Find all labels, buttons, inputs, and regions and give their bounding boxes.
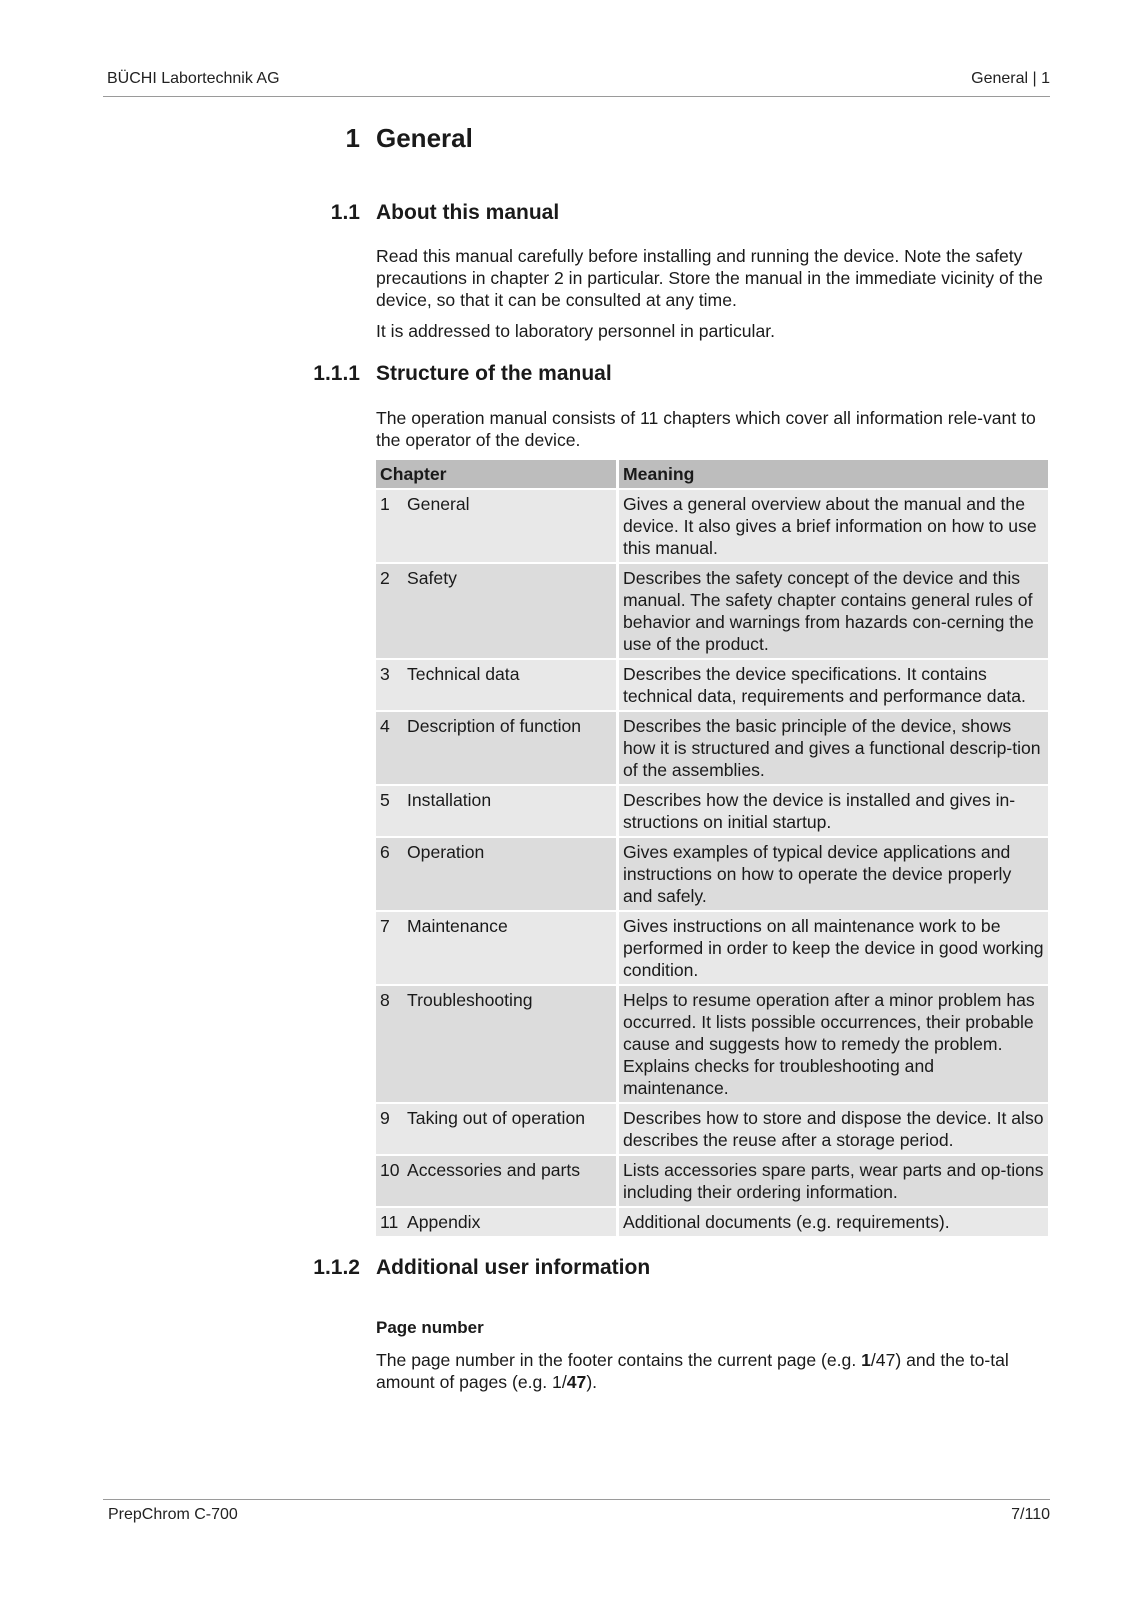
table-row (376, 1155, 1048, 1207)
chapter-cell (376, 985, 618, 1103)
chapter-name: Operation (407, 842, 485, 862)
table-row (376, 837, 1048, 911)
table-row (376, 1103, 1048, 1155)
chapter-name: Description of function (407, 716, 582, 736)
paragraph-text: ). (586, 1372, 598, 1392)
meaning-cell: Gives examples of typical device applications and instructions on how to operate the device properly and safely. (618, 837, 1049, 911)
paragraph-text: The page number in the footer contains the current page (e.g. (376, 1350, 862, 1370)
chapter-cell (376, 659, 618, 711)
meaning-cell: Describes the safety concept of the device and this manual. The safety chapter contains general rules of behavior and warnings from hazards con-cerning the use of the product. (618, 563, 1049, 659)
meaning-cell: Additional documents (e.g. requirements). (618, 1207, 1049, 1237)
chapter-num: 7 (380, 916, 390, 936)
meaning-cell: Describes the device specifications. It contains technical data, requirements and performance data. (618, 659, 1049, 711)
structure-paragraph: The operation manual consists of 11 chapters which cover all information rele-vant to the operator of the device. (376, 408, 1036, 450)
table-row (376, 711, 1048, 785)
table-row (376, 985, 1048, 1103)
chapter-name: Troubleshooting (407, 990, 533, 1010)
chapter-num: 5 (380, 790, 390, 810)
chapter-name: Appendix (407, 1212, 481, 1232)
table-row (376, 489, 1048, 563)
chapter-cell (376, 1207, 618, 1237)
column-header-meaning: Meaning (618, 460, 1049, 489)
running-header-company: BÜCHI Labortechnik AG (107, 70, 280, 87)
chapter-num: 8 (380, 990, 390, 1010)
header-rule (103, 96, 1050, 97)
page-number-paragraph (376, 1349, 1052, 1393)
chapter-cell (376, 785, 618, 837)
chapter-title: General (376, 123, 473, 153)
chapter-number: 1 (345, 123, 360, 153)
meaning-cell: Helps to resume operation after a minor problem has occurred. It lists possible occurrences, their probable cause and suggests how to remedy the problem. Explains checks for troubleshooting and maintenance. (618, 985, 1049, 1103)
table-row (376, 911, 1048, 985)
chapter-num: 9 (380, 1108, 390, 1128)
footer-product: PrepChrom C-700 (108, 1506, 238, 1523)
subsection-number: 1.1.2 (313, 1256, 360, 1279)
paragraph-text: /47) and the to-tal amount of pages (e.g. 1/ (376, 1350, 1009, 1392)
chapter-name: Taking out of operation (407, 1108, 586, 1128)
subsection-title: Additional user information (376, 1256, 651, 1279)
chapter-cell (376, 1103, 618, 1155)
meaning-cell: Gives instructions on all maintenance work to be performed in order to keep the device in good working condition. (618, 911, 1049, 985)
chapter-num: 10 (380, 1160, 400, 1180)
intro-paragraph: Read this manual carefully before installing and running the device. Note the safety precautions in chapter 2 in particular. Store the manual in the immediate vicinity of the device, so that it can be consulted at any time. (376, 246, 1043, 310)
page-number-heading: Page number (376, 1318, 484, 1337)
running-header-section: General | 1 (971, 70, 1050, 87)
chapter-name: Safety (407, 568, 457, 588)
audience-paragraph: It is addressed to laboratory personnel in particular. (376, 321, 776, 341)
meaning-cell: Gives a general overview about the manual and the device. It also gives a brief information on how to use this manual. (618, 489, 1049, 563)
meaning-cell: Describes how to store and dispose the device. It also describes the reuse after a storage period. (618, 1103, 1049, 1155)
chapter-cell (376, 563, 618, 659)
chapter-cell (376, 489, 618, 563)
chapter-table (376, 460, 1048, 1238)
section-title: About this manual (376, 201, 560, 224)
chapter-cell (376, 911, 618, 985)
chapter-num: 2 (380, 568, 390, 588)
meaning-cell: Lists accessories spare parts, wear parts and op-tions including their ordering information. (618, 1155, 1049, 1207)
column-header-chapter: Chapter (376, 460, 618, 489)
table-row (376, 785, 1048, 837)
chapter-name: Accessories and parts (407, 1160, 581, 1180)
table-row (376, 659, 1048, 711)
table-row (376, 1207, 1048, 1237)
chapter-name: General (407, 494, 470, 514)
bold-total-pages: 47 (566, 1372, 587, 1392)
table-header-row (376, 460, 1048, 489)
chapter-cell (376, 711, 618, 785)
bold-current-page: 1 (861, 1350, 871, 1370)
section-number: 1.1 (330, 201, 360, 224)
meaning-cell: Describes the basic principle of the device, shows how it is structured and gives a functional descrip-tion of the assemblies. (618, 711, 1049, 785)
chapter-num: 4 (380, 716, 390, 736)
chapter-name: Installation (407, 790, 492, 810)
footer-page-number: 7/110 (1011, 1506, 1050, 1523)
meaning-cell: Describes how the device is installed and gives in-structions on initial startup. (618, 785, 1049, 837)
chapter-cell (376, 1155, 618, 1207)
table-row (376, 563, 1048, 659)
subsection-number: 1.1.1 (313, 362, 360, 385)
chapter-num: 1 (380, 494, 390, 514)
chapter-cell (376, 837, 618, 911)
subsection-title: Structure of the manual (376, 362, 612, 385)
chapter-num: 11 (380, 1212, 399, 1232)
chapter-name: Maintenance (407, 916, 508, 936)
chapter-name: Technical data (407, 664, 520, 684)
footer-rule (103, 1499, 1050, 1500)
chapter-num: 3 (380, 664, 390, 684)
chapter-num: 6 (380, 842, 390, 862)
